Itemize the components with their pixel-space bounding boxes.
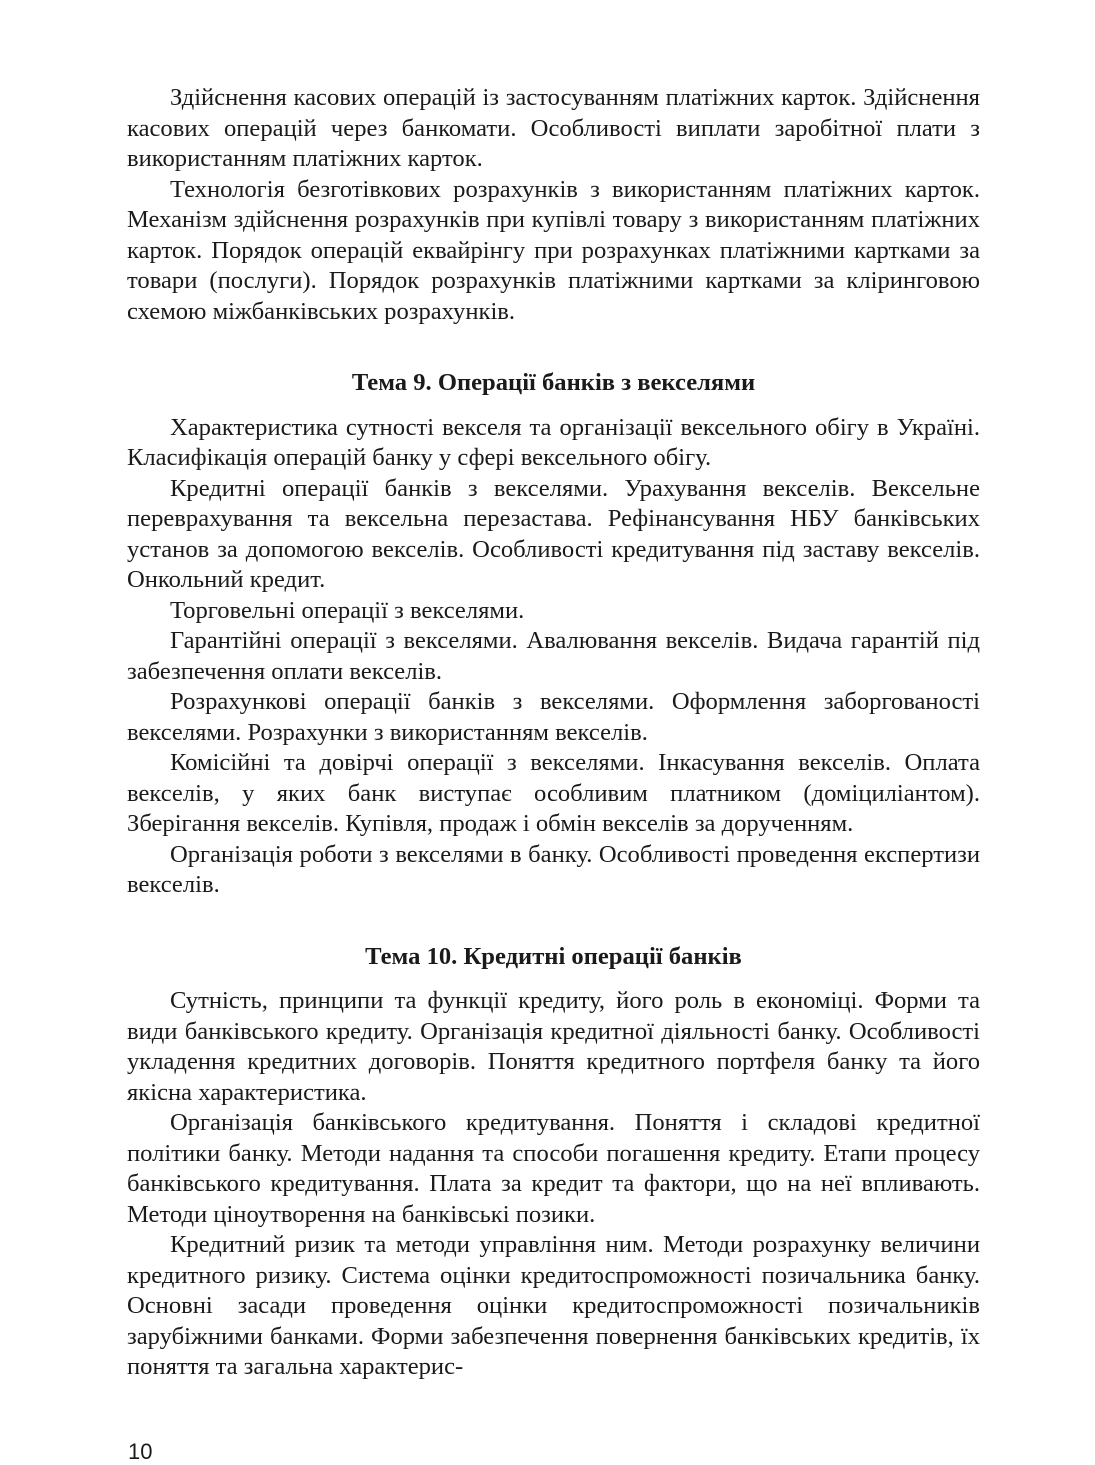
page-body (127, 83, 980, 1383)
paragraph: Технологія безготівкових розрахунків з використанням платіжних карток. Механізм здійснення розрахунків при купівлі товару з використанням платіжних карток. Порядок операцій еквайрінгу при розрахунках платіжними картками за товари (послуги). Порядок розрахунків платіжними картками за кліринговою схемою міжбанківських розрахунків. (127, 175, 980, 325)
paragraph: Торговельні операції з векселями. (170, 596, 525, 624)
paragraph: Сутність, принципи та функції кредиту, його роль в економіці. Форми та види банківського кредиту. Організація кредитної діяльності банку. Особливості укладення кредитних договорів. Поняття кредитного портфеля банку та його якісна характеристика. (127, 987, 980, 1106)
paragraph: Комісійні та довірчі операції з векселями. Інкасування векселів. Оплата векселів, у яких банк виступає особливим платником (доміциліантом). Зберігання векселів. Купівля, продаж і обмін векселів за дорученням. (127, 749, 980, 837)
section-title-topic-9: Тема 9. Операції банків з векселями (351, 369, 756, 396)
paragraph: Характеристика сутності векселя та організації вексельного обігу в Україні. Класифікація операцій банку у сфері вексельного обігу. (127, 413, 980, 471)
section-title-topic-10: Тема 10. Кредитні операції банків (365, 942, 742, 970)
paragraph: Здійснення касових операцій із застосуванням платіжних карток. Здійснення касових операцій через банкомати. Особливості виплати заробітної плати з використанням платіжних карток. (127, 84, 980, 172)
paragraph: Організація роботи з векселями в банку. Особливості проведення експертизи векселів. (127, 840, 980, 898)
paragraph: Гарантійні операції з векселями. Авалювання векселів. Видача гарантій під забезпечення оплати векселів. (127, 627, 980, 685)
paragraph: Кредитні операції банків з векселями. Урахування векселів. Вексельне переврахування та вексельна перезастава. Рефінансування НБУ банківських установ за допомогою векселів. Особливості кредитування під заставу векселів. Онкольний кредит. (127, 474, 980, 593)
paragraph: Організація банківського кредитування. Поняття і складові кредитної політики банку. Методи надання та способи погашення кредиту. Етапи процесу банківського кредитування. Плата за кредит та фактори, що на неї впливають. Методи ціноутворення на банківські позики. (127, 1109, 980, 1228)
page-number: 10 (128, 1439, 153, 1464)
paragraph: Кредитний ризик та методи управління ним. Методи розрахунку величини кредитного ризику. Система оцінки кредитоспроможності позичальника банку. Основні засади проведення оцінки кредитоспроможності позичальників зарубіжними банками. Форми забезпечення повернення банківських кредитів, їх поняття та загальна характерис- (127, 1231, 980, 1380)
paragraph: Розрахункові операції банків з векселями. Оформлення заборгованості векселями. Розрахунки з використанням векселів. (127, 688, 980, 746)
